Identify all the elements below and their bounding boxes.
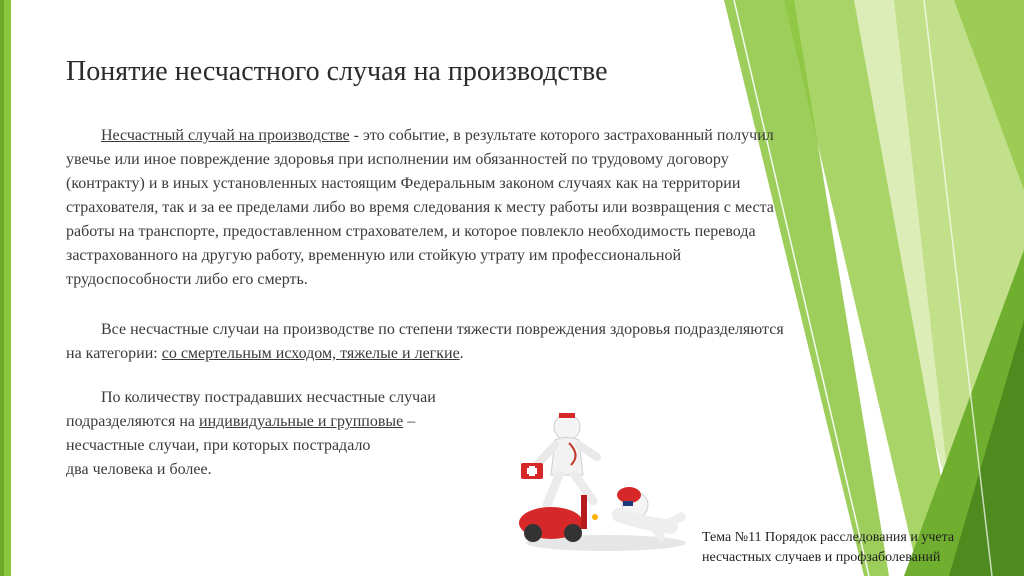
severity-categories: со смертельным исходом, тяжелые и легкие: [161, 345, 460, 362]
quantity-types: индивидуальные и групповые: [199, 413, 404, 430]
definition-term: Несчастный случай на производстве: [101, 127, 350, 144]
severity-paragraph: [66, 318, 788, 366]
slide-title: Понятие несчастного случая на производстве: [66, 56, 608, 87]
quantity-line2-end: –: [403, 413, 416, 430]
severity-end: .: [459, 345, 464, 362]
quantity-line1: По количеству пострадавших несчастные случаи: [101, 389, 436, 406]
accident-illustration-icon: [511, 405, 691, 555]
severity-text: Все несчастные случаи на производстве по степени тяжести повреждения здоровья подразделяются на категории:: [66, 321, 784, 362]
footer-topic-note: [702, 528, 1020, 568]
quantity-line2-start: подразделяются на: [66, 413, 200, 430]
quantity-line4: два человека и более.: [66, 461, 212, 478]
definition-text: - это событие, в результате которого застрахованный получил увечье или иное повреждение здоровья при исполнении им обязанностей по трудовому договору (контракту) и в иных установленных настоящим Федеральным законом случаях как на территории страхователя, так и за ее пределами либо во время следования к месту работы или возвращения с места работы на транспорте, предоставленном страхователем, и которое повлекло необходимость перевода застрахованного на другую работу, временную или стойкую утрату им профессиональной трудоспособности либо его смерть.: [66, 127, 774, 288]
definition-paragraph: [66, 124, 788, 292]
footer-line2: несчастных случаев и профзаболеваний: [702, 550, 941, 565]
quantity-line3: несчастные случаи, при которых пострадало: [66, 437, 371, 454]
left-accent-bar: [0, 0, 11, 576]
quantity-paragraph: [66, 386, 516, 482]
footer-line1: Тема №11 Порядок расследования и учета: [702, 530, 955, 545]
